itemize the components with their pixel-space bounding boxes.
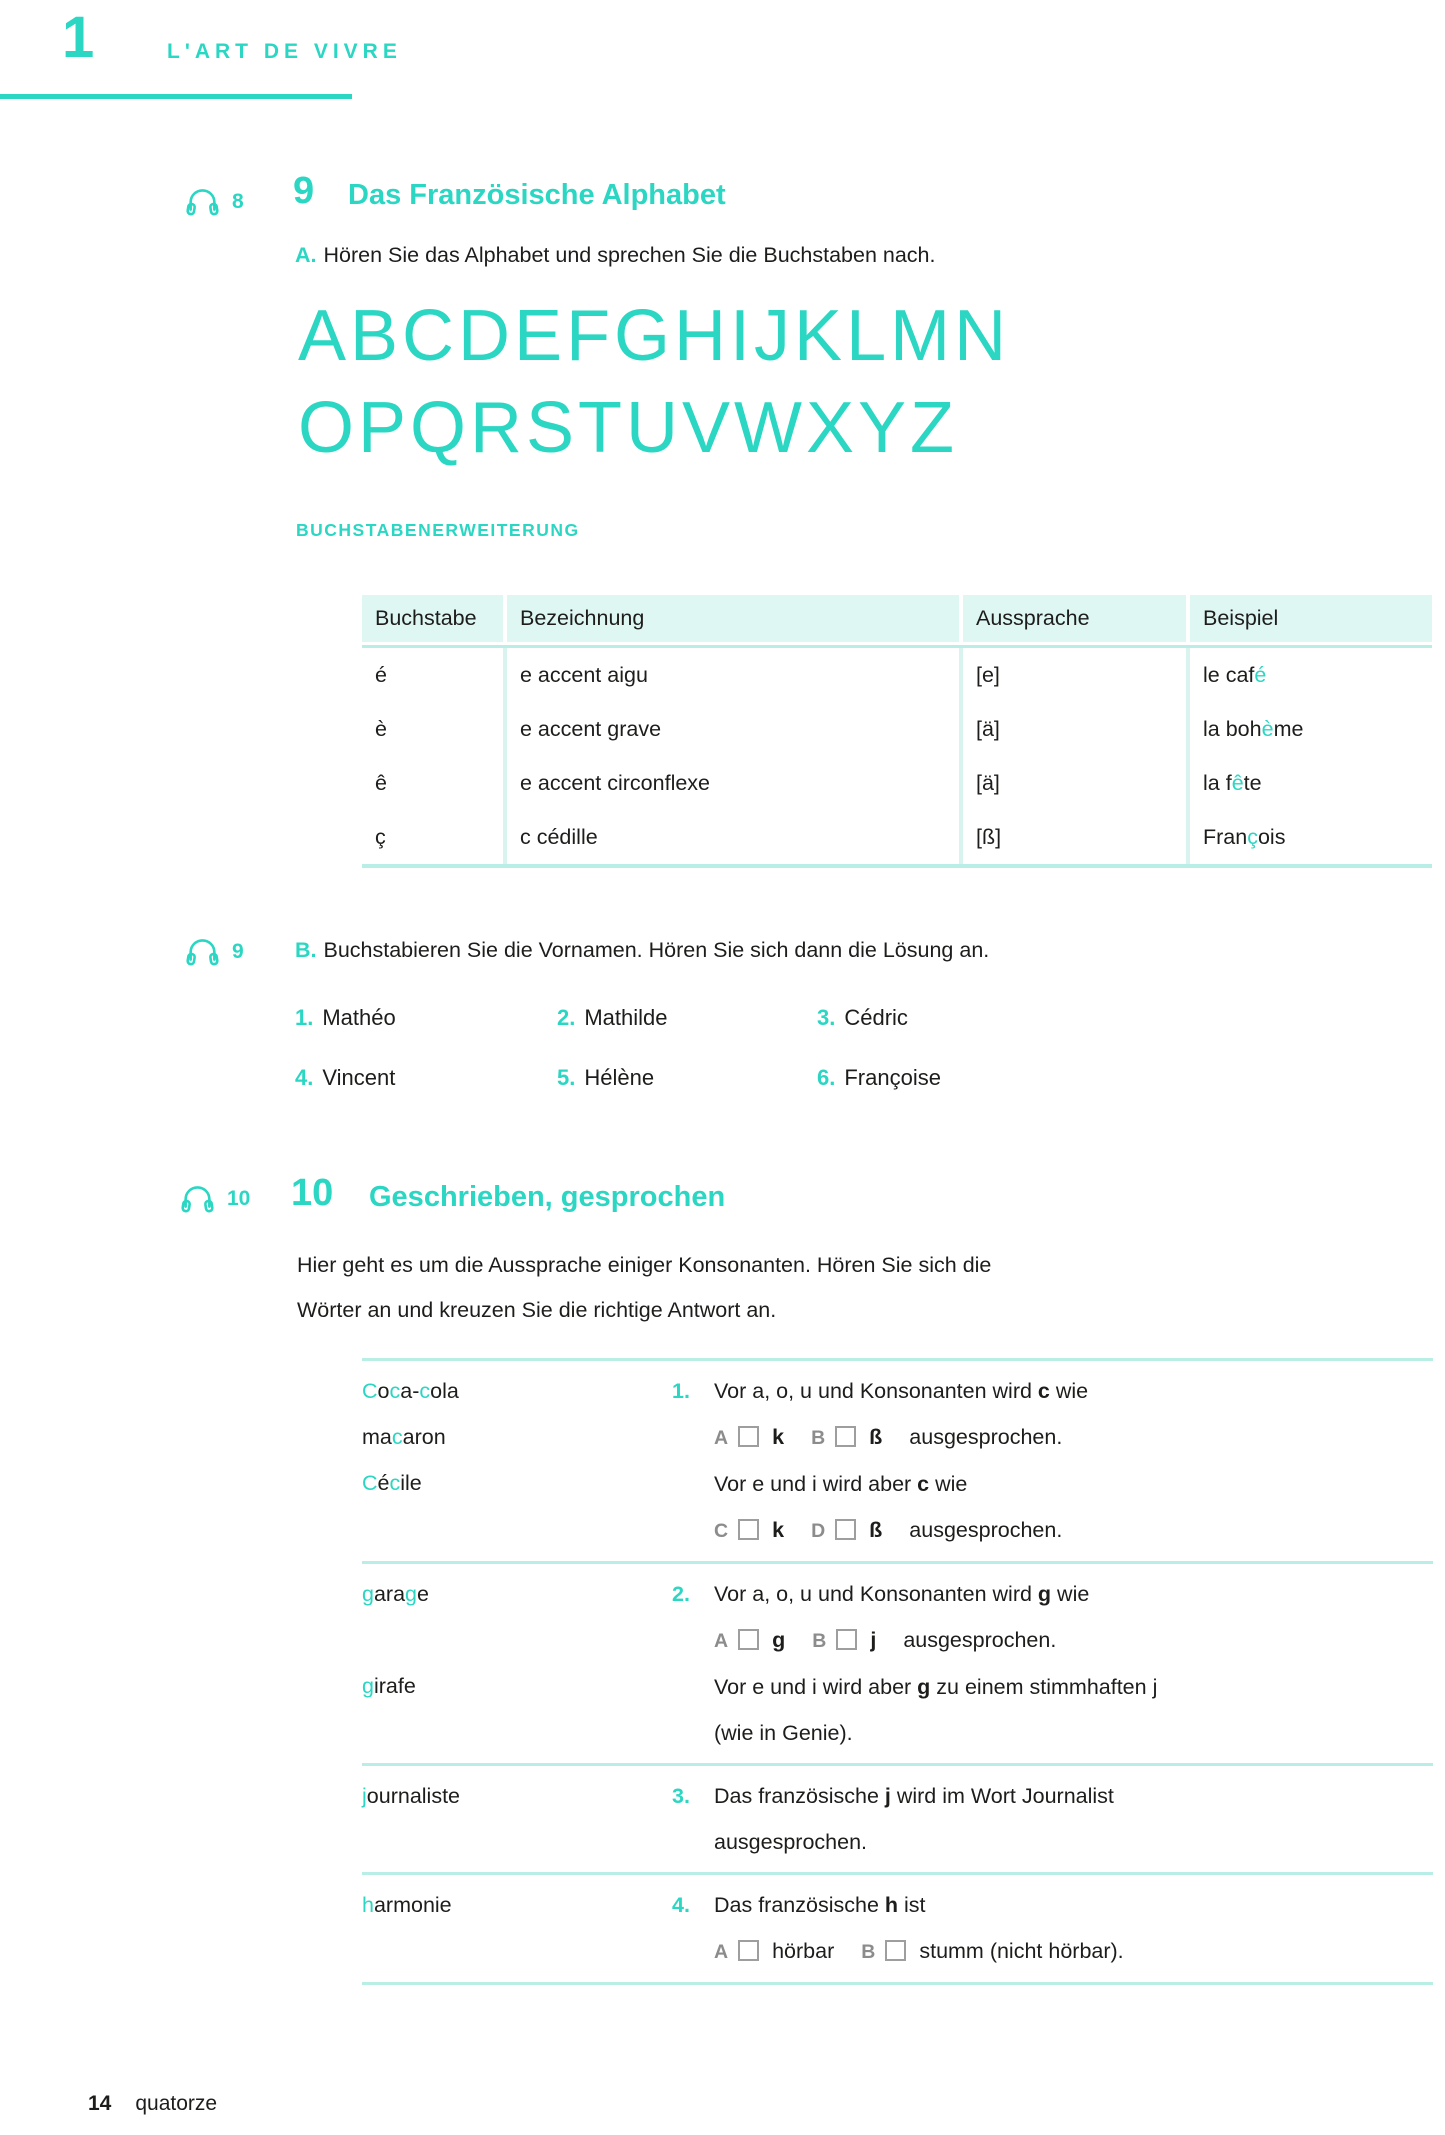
plain-text: ournaliste [366, 1784, 461, 1808]
name-item-1 [295, 1002, 557, 1033]
pronunciation-cell: [ä] [963, 756, 1190, 810]
unit-title: L'ART DE VIVRE [167, 40, 402, 63]
question-line [714, 1571, 1157, 1617]
example-cell [1190, 702, 1432, 756]
page-number: 14 [88, 2092, 112, 2115]
question-text [714, 1571, 1157, 1756]
exercise-10-title: Geschrieben, gesprochen [369, 1181, 726, 1213]
pronunciation-cell: [e] [963, 648, 1190, 702]
highlighted-letter: C [362, 1471, 378, 1495]
name-text: Hélène [584, 1065, 655, 1090]
option-letter-A: A [714, 1630, 729, 1652]
question-column [672, 1368, 1433, 1554]
letter-cell: ê [362, 756, 507, 810]
bold-letter: k [772, 1425, 785, 1449]
letter-cell: é [362, 648, 507, 702]
question-text-segment: ausgesprochen. [903, 1628, 1057, 1652]
plain-text: e [417, 1582, 429, 1606]
plain-text: irafe [373, 1674, 416, 1698]
name-number: 3. [817, 1005, 836, 1030]
question-line [714, 1617, 1157, 1664]
question-number: 1. [672, 1379, 690, 1403]
alphabet-row-1: ABCDEFGHIJKLMN [298, 296, 1011, 376]
highlighted-letter: é [1254, 662, 1267, 687]
question-line [714, 1710, 1157, 1756]
highlighted-letter: c [389, 1471, 401, 1495]
plain-text: me [1273, 716, 1304, 741]
question-line [714, 1928, 1124, 1975]
highlighted-letter: g [362, 1674, 374, 1698]
name-number: 5. [557, 1065, 576, 1090]
intro-line-1: Hier geht es um die Aussprache einiger Konsonanten. Hören Sie sich die [297, 1253, 992, 1277]
name-number: 2. [557, 1005, 576, 1030]
bold-letter: g [917, 1675, 931, 1699]
plain-text: aron [402, 1425, 446, 1449]
pronunciation-cell: [ß] [963, 810, 1190, 864]
column-header-4: Beispiel [1190, 595, 1432, 642]
letters-table-body [362, 645, 1432, 868]
example-cell [1190, 756, 1432, 810]
bold-letter: c [1037, 1379, 1050, 1403]
audio-badge-track-9 [184, 933, 244, 970]
question-line [714, 1664, 1157, 1710]
unit-title-underline [0, 94, 352, 99]
name-item-6 [817, 1062, 1137, 1093]
checkbox-option-D[interactable] [835, 1519, 856, 1540]
audio-track-number: 8 [232, 189, 244, 213]
plain-text: te [1243, 770, 1262, 795]
option-letter-C: C [714, 1520, 729, 1542]
plain-text: ile [400, 1471, 422, 1495]
option-letter-B: B [812, 1630, 827, 1652]
highlighted-letter: ê [1231, 770, 1244, 795]
question-text-segment: wird im Wort Journalist [890, 1784, 1114, 1808]
name-number: 1. [295, 1005, 314, 1030]
example-cell [1190, 648, 1432, 702]
word [362, 1663, 672, 1709]
audio-badge-track-10 [179, 1180, 250, 1217]
highlighted-letter: g [362, 1582, 374, 1606]
audio-badge-track-8 [184, 183, 244, 220]
bold-letter: j [884, 1784, 891, 1808]
word [362, 1571, 672, 1617]
bold-letter: j [870, 1628, 877, 1652]
name-cell: e accent grave [507, 702, 963, 756]
checkbox-option-A[interactable] [738, 1629, 759, 1650]
plain-text: la boh [1203, 716, 1262, 741]
part-b-text: Buchstabieren Sie die Vornamen. Hören Sie sich dann die Lösung an. [323, 938, 990, 962]
question-text-segment: wie [929, 1472, 968, 1496]
part-a-text: Hören Sie das Alphabet und sprechen Sie die Buchstaben nach. [323, 243, 936, 267]
question-text [714, 1773, 1114, 1865]
question-text-segment: Vor e und i wird aber [714, 1675, 918, 1699]
highlighted-letter: h [362, 1893, 374, 1917]
page-footer [88, 2092, 217, 2116]
checkbox-option-B[interactable] [885, 1940, 906, 1961]
bold-letter: h [884, 1893, 899, 1917]
highlighted-letter: è [1261, 716, 1274, 741]
question-text-segment: (wie in Genie). [714, 1721, 853, 1745]
highlighted-letter: c [419, 1379, 431, 1403]
page-number-word: quatorze [135, 2092, 218, 2115]
question-text-segment: Das französische [714, 1784, 885, 1808]
word [362, 1414, 672, 1460]
unit-number: 1 [62, 5, 95, 70]
headphones-icon [184, 933, 221, 970]
word [362, 1617, 672, 1663]
name-item-3 [817, 1002, 1137, 1033]
highlighted-letter: ç [1247, 824, 1258, 849]
headphones-icon [184, 183, 221, 220]
part-a-label: A. [295, 243, 317, 267]
name-text: Vincent [322, 1065, 396, 1090]
name-cell: e accent aigu [507, 648, 963, 702]
bold-letter: c [917, 1472, 930, 1496]
option-letter-D: D [811, 1520, 826, 1542]
column-header-3: Aussprache [963, 595, 1190, 642]
plain-text: ara [373, 1582, 406, 1606]
pronunciation-row-4 [362, 1872, 1433, 1985]
name-text: Mathéo [322, 1005, 396, 1030]
headphones-icon [179, 1180, 216, 1217]
name-item-4 [295, 1062, 557, 1093]
word-column [362, 1368, 672, 1554]
pronunciation-question-table [362, 1358, 1433, 1985]
pronunciation-row-2 [362, 1561, 1433, 1763]
name-text: Mathilde [584, 1005, 668, 1030]
audio-track-number: 9 [232, 939, 244, 963]
plain-text: a- [400, 1379, 420, 1403]
name-item-5 [557, 1062, 817, 1093]
plain-text: ma [362, 1425, 392, 1449]
question-text-segment: Vor a, o, u und Konsonanten wird [714, 1582, 1038, 1606]
part-a-instruction [295, 243, 935, 268]
plain-text: o [377, 1379, 390, 1403]
question-text-segment: hörbar [772, 1939, 835, 1963]
question-column [672, 1571, 1433, 1756]
bold-letter: g [772, 1628, 786, 1652]
question-line [714, 1773, 1114, 1819]
checkbox-option-C[interactable] [738, 1519, 759, 1540]
question-line [714, 1819, 1114, 1865]
question-text-segment: Vor e und i wird aber [714, 1472, 918, 1496]
question-text-segment: zu einem stimmhaften j [930, 1675, 1158, 1699]
word-column [362, 1571, 672, 1756]
bold-letter: ß [869, 1425, 883, 1449]
checkbox-option-A[interactable] [738, 1940, 759, 1961]
intro-line-2: Wörter an und kreuzen Sie die richtige Antwort an. [297, 1298, 777, 1322]
question-text [714, 1882, 1124, 1975]
word [362, 1882, 672, 1928]
question-number: 3. [672, 1784, 690, 1808]
plain-text: Fran [1203, 824, 1248, 849]
name-text: Cédric [844, 1005, 908, 1030]
letters-table-row-2 [362, 702, 1432, 756]
question-text [714, 1368, 1088, 1554]
column-header-2: Bezeichnung [507, 595, 963, 642]
question-line [714, 1368, 1088, 1414]
example-cell [1190, 810, 1432, 864]
letters-extension-heading: BUCHSTABENERWEITERUNG [296, 520, 580, 540]
question-line [714, 1882, 1124, 1928]
option-letter-B: B [811, 1427, 826, 1449]
plain-text: é [377, 1471, 390, 1495]
highlighted-letter: j [362, 1784, 367, 1808]
highlighted-letter: c [391, 1425, 403, 1449]
question-number: 2. [672, 1582, 690, 1606]
letters-table-row-1 [362, 648, 1432, 702]
plain-text: le caf [1203, 662, 1255, 687]
question-column [672, 1773, 1433, 1865]
name-number: 4. [295, 1065, 314, 1090]
checkbox-option-B[interactable] [835, 1426, 856, 1447]
names-list [295, 1002, 1137, 1093]
column-header-1: Buchstabe [362, 595, 507, 642]
option-letter-A: A [714, 1941, 729, 1963]
part-b-instruction [295, 938, 989, 963]
word-column [362, 1882, 672, 1975]
part-b-label: B. [295, 938, 317, 962]
word [362, 1460, 672, 1506]
checkbox-option-B[interactable] [836, 1629, 857, 1650]
name-cell: c cédille [507, 810, 963, 864]
letters-table-header [362, 595, 1432, 642]
name-item-2 [557, 1002, 817, 1033]
question-line [714, 1461, 1088, 1507]
bold-letter: ß [869, 1518, 883, 1542]
option-letter-A: A [714, 1427, 729, 1449]
question-line [714, 1414, 1088, 1461]
bold-letter: k [772, 1518, 785, 1542]
letters-table [362, 595, 1432, 868]
pronunciation-row-1 [362, 1358, 1433, 1561]
highlighted-letter: C [362, 1379, 378, 1403]
audio-track-number: 10 [227, 1186, 251, 1210]
highlighted-letter: g [405, 1582, 418, 1606]
plain-text: ola [430, 1379, 459, 1403]
exercise-9-title: Das Französische Alphabet [348, 179, 726, 211]
exercise-10-number: 10 [291, 1172, 334, 1214]
question-text-segment: Das französische [714, 1893, 885, 1917]
exercise-9-number: 9 [293, 170, 315, 212]
exercise-10-intro [297, 1243, 991, 1333]
letter-cell: è [362, 702, 507, 756]
question-text-segment: wie [1049, 1379, 1089, 1403]
question-text-segment: ausgesprochen. [909, 1425, 1063, 1449]
checkbox-option-A[interactable] [738, 1426, 759, 1447]
pronunciation-cell: [ä] [963, 702, 1190, 756]
plain-text: la f [1203, 770, 1232, 795]
plain-text: armonie [373, 1893, 452, 1917]
plain-text: ois [1257, 824, 1286, 849]
word-column [362, 1773, 672, 1865]
pronunciation-row-3 [362, 1763, 1433, 1872]
question-text-segment: Vor a, o, u und Konsonanten wird [714, 1379, 1038, 1403]
question-text-segment: wie [1051, 1582, 1090, 1606]
name-cell: e accent circonflexe [507, 756, 963, 810]
question-text-segment: ist [898, 1893, 926, 1917]
question-number: 4. [672, 1893, 690, 1917]
question-column [672, 1882, 1433, 1975]
name-number: 6. [817, 1065, 836, 1090]
letter-cell: ç [362, 810, 507, 864]
option-letter-B: B [861, 1941, 876, 1963]
letters-table-row-3 [362, 756, 1432, 810]
question-line [714, 1507, 1088, 1554]
bold-letter: g [1037, 1582, 1052, 1606]
question-text-segment: stumm (nicht hörbar). [919, 1939, 1124, 1963]
question-text-segment: ausgesprochen. [909, 1518, 1063, 1542]
name-text: Françoise [844, 1065, 941, 1090]
highlighted-letter: c [389, 1379, 401, 1403]
word [362, 1773, 672, 1819]
alphabet-row-2: OPQRSTUVWXYZ [298, 388, 959, 468]
question-text-segment: ausgesprochen. [714, 1830, 867, 1854]
letters-table-row-4 [362, 810, 1432, 864]
word [362, 1368, 672, 1414]
